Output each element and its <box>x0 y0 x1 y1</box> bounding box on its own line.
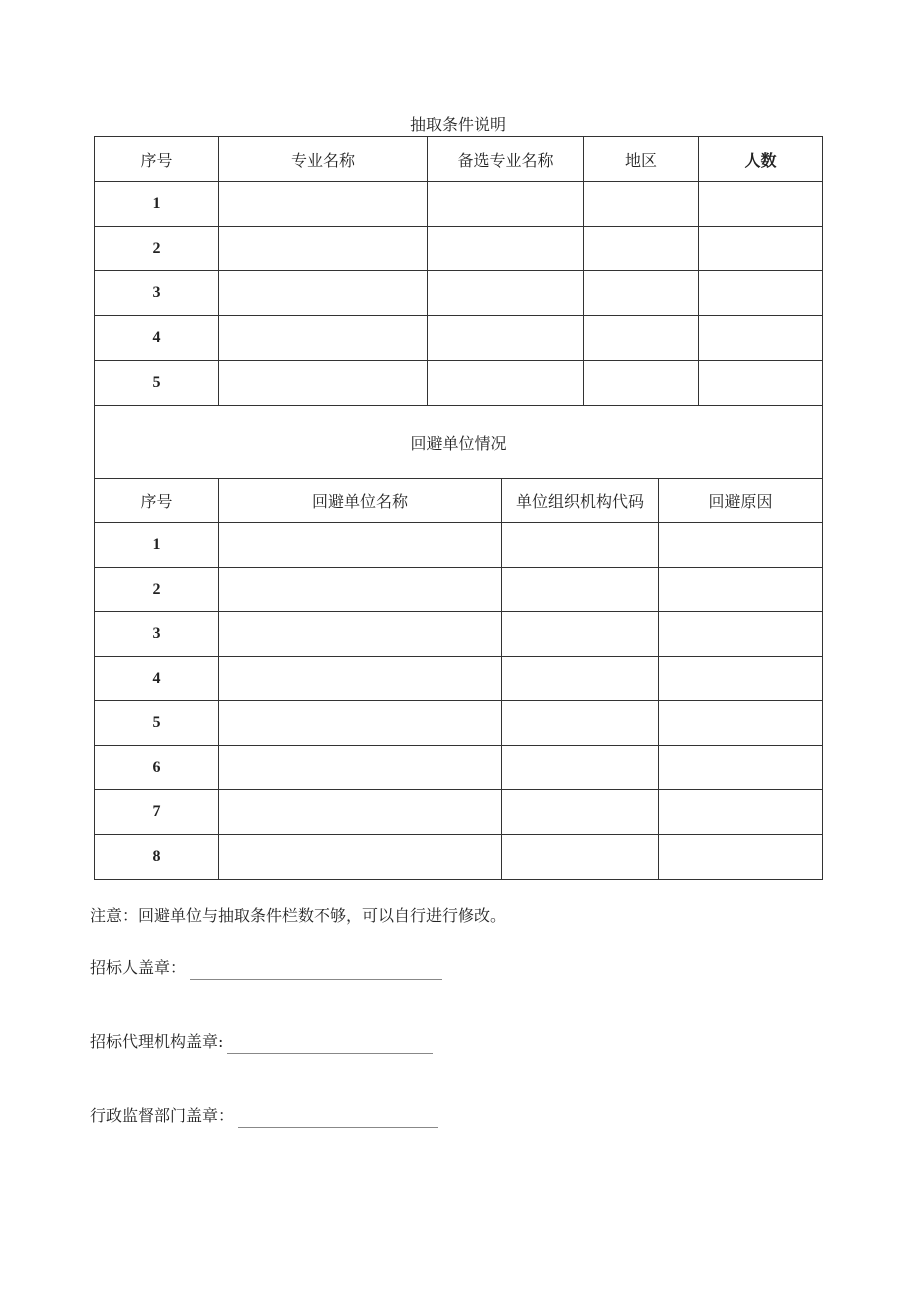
avoid-unit-name-cell[interactable] <box>219 790 502 835</box>
tenderer-seal <box>90 956 442 980</box>
extraction-table <box>94 136 823 406</box>
org-code-cell[interactable] <box>502 701 659 746</box>
avoid-reason-cell[interactable] <box>659 657 823 701</box>
avoid-unit-name-cell[interactable] <box>219 523 502 568</box>
major-name-cell[interactable] <box>219 227 428 271</box>
alt-major-name-cell[interactable] <box>428 316 584 361</box>
header-seq: 序号 <box>95 137 219 182</box>
agency-seal-label: 招标代理机构盖章: <box>90 1032 224 1051</box>
supervisor-seal <box>90 1104 438 1128</box>
table-row <box>95 746 823 790</box>
header-count: 人数 <box>699 137 823 182</box>
header-region: 地区 <box>584 137 699 182</box>
table-row <box>95 271 823 316</box>
row-number: 3 <box>95 271 219 316</box>
avoid-reason-cell[interactable] <box>659 568 823 612</box>
header-org-code: 单位组织机构代码 <box>502 479 659 523</box>
row-number: 1 <box>95 182 219 227</box>
avoid-unit-name-cell[interactable] <box>219 612 502 657</box>
alt-major-name-cell[interactable] <box>428 271 584 316</box>
agency-seal-line[interactable] <box>227 1035 433 1054</box>
avoid-reason-cell[interactable] <box>659 701 823 746</box>
note-text: 注意：回避单位与抽取条件栏数不够，可以自行进行修改。 <box>90 906 507 925</box>
row-number: 8 <box>95 835 219 880</box>
avoid-reason-cell[interactable] <box>659 523 823 568</box>
org-code-cell[interactable] <box>502 835 659 880</box>
avoid-unit-name-cell[interactable] <box>219 701 502 746</box>
avoid-reason-cell[interactable] <box>659 790 823 835</box>
table-row <box>95 523 823 568</box>
org-code-cell[interactable] <box>502 568 659 612</box>
header-major-name: 专业名称 <box>219 137 428 182</box>
region-cell[interactable] <box>584 316 699 361</box>
avoid-unit-name-cell[interactable] <box>219 835 502 880</box>
count-cell[interactable] <box>699 361 823 406</box>
table-row <box>95 790 823 835</box>
extraction-title: 抽取条件说明 <box>409 115 506 134</box>
row-number: 5 <box>95 701 219 746</box>
org-code-cell[interactable] <box>502 523 659 568</box>
region-cell[interactable] <box>584 182 699 227</box>
tenderer-seal-label: 招标人盖章： <box>90 958 187 977</box>
count-cell[interactable] <box>699 182 823 227</box>
org-code-cell[interactable] <box>502 612 659 657</box>
row-number: 4 <box>95 316 219 361</box>
header-seq: 序号 <box>95 479 219 523</box>
table-row <box>95 361 823 406</box>
row-number: 2 <box>95 227 219 271</box>
row-number: 2 <box>95 568 219 612</box>
major-name-cell[interactable] <box>219 361 428 406</box>
count-cell[interactable] <box>699 271 823 316</box>
row-number: 4 <box>95 657 219 701</box>
region-cell[interactable] <box>584 361 699 406</box>
avoid-unit-name-cell[interactable] <box>219 657 502 701</box>
region-cell[interactable] <box>584 227 699 271</box>
row-number: 1 <box>95 523 219 568</box>
supervisor-seal-label: 行政监督部门盖章： <box>90 1106 235 1125</box>
row-number: 5 <box>95 361 219 406</box>
avoidance-table <box>94 405 823 880</box>
header-avoid-reason: 回避原因 <box>659 479 823 523</box>
table-row <box>95 701 823 746</box>
row-number: 3 <box>95 612 219 657</box>
table-row <box>95 227 823 271</box>
org-code-cell[interactable] <box>502 746 659 790</box>
avoid-reason-cell[interactable] <box>659 612 823 657</box>
avoidance-section-row <box>95 406 823 479</box>
alt-major-name-cell[interactable] <box>428 361 584 406</box>
tenderer-seal-line[interactable] <box>190 961 442 980</box>
major-name-cell[interactable] <box>219 182 428 227</box>
table-row <box>95 316 823 361</box>
table-row <box>95 835 823 880</box>
alt-major-name-cell[interactable] <box>428 227 584 271</box>
avoid-reason-cell[interactable] <box>659 835 823 880</box>
avoidance-section-title: 回避单位情况 <box>95 406 823 479</box>
avoid-unit-name-cell[interactable] <box>219 746 502 790</box>
table-row <box>95 657 823 701</box>
table-row <box>95 612 823 657</box>
major-name-cell[interactable] <box>219 271 428 316</box>
row-number: 6 <box>95 746 219 790</box>
table-row <box>95 182 823 227</box>
alt-major-name-cell[interactable] <box>428 182 584 227</box>
agency-seal <box>90 1030 433 1054</box>
count-cell[interactable] <box>699 316 823 361</box>
avoid-unit-name-cell[interactable] <box>219 568 502 612</box>
major-name-cell[interactable] <box>219 316 428 361</box>
org-code-cell[interactable] <box>502 790 659 835</box>
region-cell[interactable] <box>584 271 699 316</box>
header-alt-major-name: 备选专业名称 <box>428 137 584 182</box>
avoid-reason-cell[interactable] <box>659 746 823 790</box>
row-number: 7 <box>95 790 219 835</box>
org-code-cell[interactable] <box>502 657 659 701</box>
header-avoid-unit-name: 回避单位名称 <box>219 479 502 523</box>
count-cell[interactable] <box>699 227 823 271</box>
extraction-header-row <box>95 137 823 182</box>
supervisor-seal-line[interactable] <box>238 1109 438 1128</box>
avoidance-header-row <box>95 479 823 523</box>
table-row <box>95 568 823 612</box>
